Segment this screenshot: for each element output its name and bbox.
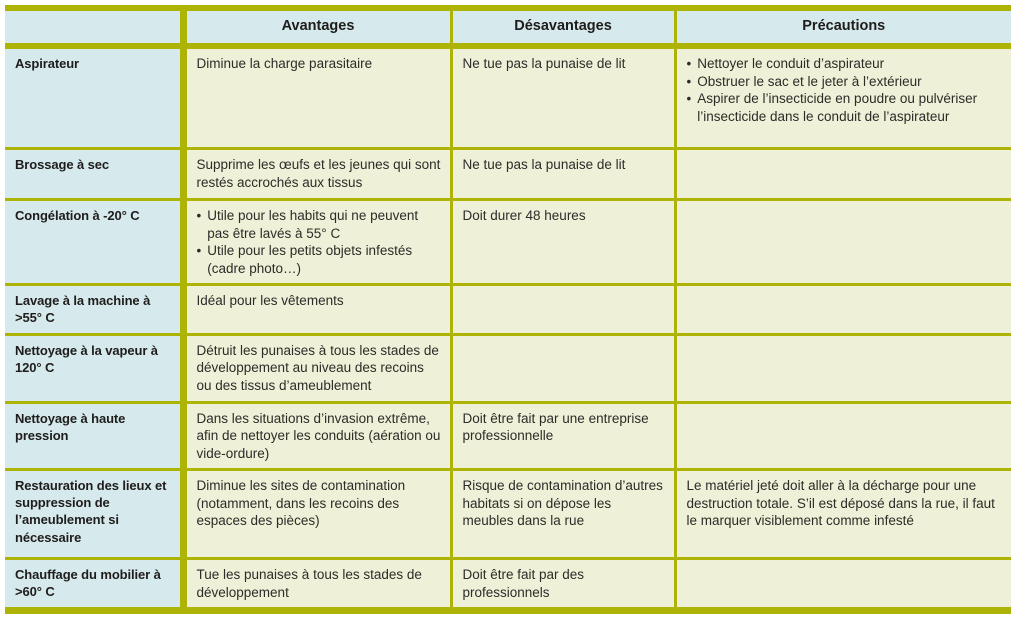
table-row bbox=[5, 200, 1011, 285]
cell-precautions bbox=[675, 46, 1011, 149]
table-row bbox=[5, 46, 1011, 149]
cell-avantages: Détruit les punaises à tous les stades de développement au niveau des recoins ou des tissus d’ameublement bbox=[183, 334, 451, 402]
corner-header-cell bbox=[5, 8, 183, 46]
cell-desavantages: Ne tue pas la punaise de lit bbox=[451, 149, 675, 200]
row-header-cell: Nettoyage à haute pression bbox=[5, 402, 183, 470]
cell-avantages: Tue les punaises à tous les stades de développement bbox=[183, 559, 451, 611]
table-row bbox=[5, 334, 1011, 402]
bullet-icon: • bbox=[686, 56, 692, 71]
table-body bbox=[5, 46, 1011, 611]
table-row bbox=[5, 559, 1011, 611]
bullet-icon: • bbox=[196, 208, 202, 223]
cell-desavantages: Doit être fait par une entreprise professionnelle bbox=[451, 402, 675, 470]
cell-precautions bbox=[675, 285, 1011, 334]
bullet-item bbox=[687, 90, 1004, 125]
table-row bbox=[5, 402, 1011, 470]
column-header-desavantages: Désavantages bbox=[451, 8, 675, 46]
cell-desavantages: Doit être fait par des professionnels bbox=[451, 559, 675, 611]
cell-desavantages: Ne tue pas la punaise de lit bbox=[451, 46, 675, 149]
bullet-item bbox=[687, 73, 1004, 91]
row-header-cell: Lavage à la machine à >55° C bbox=[5, 285, 183, 334]
row-header-cell: Chauffage du mobilier à >60° C bbox=[5, 559, 183, 611]
cell-desavantages: Risque de contamination d’autres habitats si on dépose les meubles dans la rue bbox=[451, 470, 675, 559]
cell-desavantages bbox=[451, 285, 675, 334]
table-row bbox=[5, 149, 1011, 200]
row-header-cell: Restauration des lieux et suppression de l’ameublement si nécessaire bbox=[5, 470, 183, 559]
cell-desavantages bbox=[451, 334, 675, 402]
bullet-icon: • bbox=[196, 243, 202, 259]
bullet-item bbox=[197, 242, 442, 277]
cell-avantages: Idéal pour les vêtements bbox=[183, 285, 451, 334]
cell-precautions bbox=[675, 559, 1011, 611]
bullet-item bbox=[197, 207, 442, 242]
column-header-precautions: Précautions bbox=[675, 8, 1011, 46]
cell-avantages: Supprime les œufs et les jeunes qui sont restés accrochés aux tissus bbox=[183, 149, 451, 200]
bullet-item bbox=[687, 55, 1004, 73]
table-row bbox=[5, 285, 1011, 334]
cell-avantages: Dans les situations d’invasion extrême, afin de nettoyer les conduits (aération ou vide-ordure) bbox=[183, 402, 451, 470]
bullet-text: Utile pour les petits objets infestés (cadre photo…) bbox=[207, 243, 413, 276]
bullet-text: Utile pour les habits qui ne peuvent pas être lavés à 55° C bbox=[207, 208, 419, 241]
column-header-avantages: Avantages bbox=[183, 8, 451, 46]
table-row bbox=[5, 470, 1011, 559]
row-header-cell: Brossage à sec bbox=[5, 149, 183, 200]
bullet-icon: • bbox=[686, 91, 692, 107]
row-header-cell: Aspirateur bbox=[5, 46, 183, 149]
cell-avantages: Diminue la charge parasitaire bbox=[183, 46, 451, 149]
bullet-text: Obstruer le sac et le jeter à l’extérieur bbox=[697, 73, 922, 89]
row-header-cell: Nettoyage à la vapeur à 120° C bbox=[5, 334, 183, 402]
bullet-text: Aspirer de l’insecticide en poudre ou pulvériser l’insecticide dans le conduit de l’aspirateur bbox=[697, 91, 978, 124]
row-header-cell: Congélation à -20° C bbox=[5, 200, 183, 285]
cell-precautions bbox=[675, 402, 1011, 470]
cell-precautions bbox=[675, 149, 1011, 200]
cell-precautions bbox=[675, 334, 1011, 402]
cell-desavantages: Doit durer 48 heures bbox=[451, 200, 675, 285]
bedbug-treatments-table bbox=[5, 5, 1011, 614]
bullet-icon: • bbox=[686, 73, 692, 89]
header-row bbox=[5, 8, 1011, 46]
cell-avantages: Diminue les sites de contamination (notamment, dans les recoins des espaces des pièces) bbox=[183, 470, 451, 559]
cell-precautions: Le matériel jeté doit aller à la décharge pour une destruction totale. S’il est déposé dans la rue, il faut le marquer visiblement comme infesté bbox=[675, 470, 1011, 559]
cell-avantages bbox=[183, 200, 451, 285]
bullet-text: Nettoyer le conduit d’aspirateur bbox=[697, 56, 885, 71]
cell-precautions bbox=[675, 200, 1011, 285]
